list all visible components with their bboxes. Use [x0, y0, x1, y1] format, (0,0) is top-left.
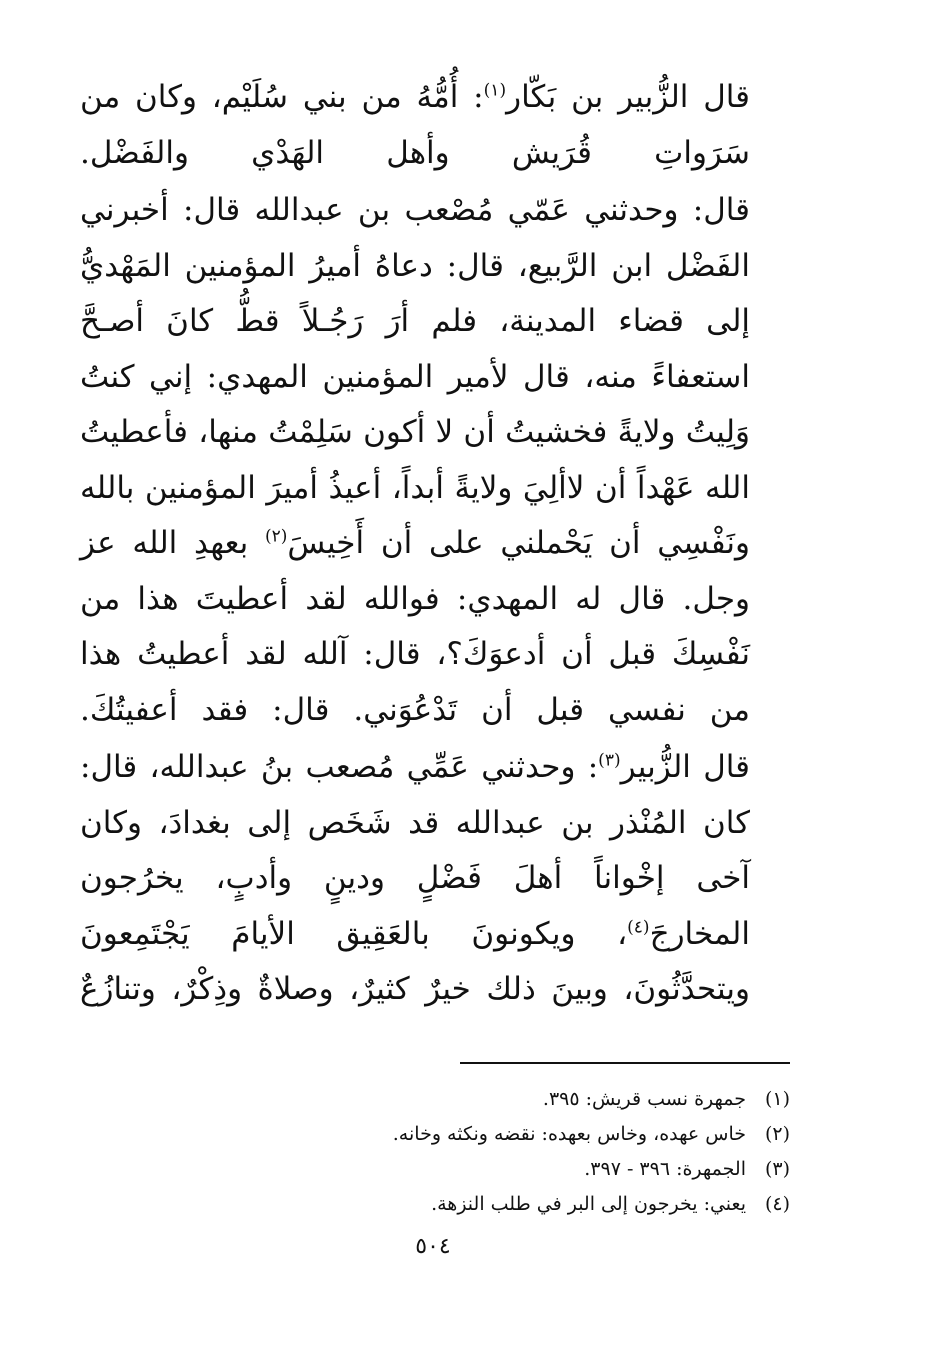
- footnote-text: خاس عهده، وخاس بعهده: نقضه ونكثه وخانه.: [392, 1123, 746, 1145]
- footnote-ref: (١): [483, 80, 507, 101]
- footnote-ref: (٣): [598, 750, 621, 771]
- main-text: [80, 70, 790, 1018]
- page-number: ٥٠٤: [415, 1234, 451, 1259]
- footnote: [300, 1082, 790, 1117]
- footnote-ref: (٢): [264, 526, 288, 547]
- footnote: [300, 1152, 790, 1187]
- footnote-number: (٢): [764, 1123, 790, 1145]
- paragraph-text: قال الزُّبير بن بَكّار: [506, 79, 750, 115]
- footnote-text: يعني: يخرجون إلى البر في طلب النزهة.: [431, 1193, 746, 1215]
- footnote-number: (٤): [764, 1193, 790, 1215]
- paragraph-text: ، ويكونونَ بالعَقِيق الأيامَ يَجْتَمِعونَ ويتحدَّثُونَ، وبينَ ذلك خيرٌ كثيرٌ، وصلاةٌ وذِكْرٌ، وتنازُعٌ: [80, 915, 750, 1007]
- paragraph-2: [80, 183, 790, 738]
- paragraph-text: قال الزُّبير: [620, 749, 750, 785]
- footnote-ref: (٤): [627, 917, 650, 938]
- paragraph-1: [80, 70, 790, 181]
- footnote-number: (٣): [764, 1158, 790, 1180]
- paragraph-text: : أُمُّهُ من بني سُلَيْم، وكان من سَرَواتِ قُرَيش وأهل الهَدْي والفَضْل.: [80, 79, 750, 171]
- footnote: [300, 1187, 790, 1222]
- paragraph-text: قال: وحدثني عَمّي مُصْعب بن عبدالله قال: أخبرني الفَضْل ابن الرَّبيع، قال: دعاهُ أميرُ المؤمنين المَهْديُّ إلى قضاء المدينة، فلم أرَ رَجُـلاً قطُّ كانَ أصـحَّ استعفاءً منه، قال لأمير المؤمنين المهدي: إني كنتُ وَلِيتُ ولايةً فخشيتُ أن لا أكون سَلِمْتُ منها، فأعطيتُ الله عَهْداً أن لاألِيَ ولايةً أبداً، أعيذُ أميرَ المؤمنين بالله ونَفْسِي أن يَحْملني على أن أَخِيسَ: [80, 192, 750, 561]
- footnote-text: الجمهرة: ٣٩٦ - ٣٩٧.: [584, 1158, 746, 1180]
- footnote-number: (١): [764, 1088, 790, 1110]
- footnote-text: جمهرة نسب قريش: ٣٩٥.: [542, 1088, 746, 1110]
- footnote-separator: [460, 1062, 790, 1064]
- paragraph-text: : وحدثني عَمِّي مُصعب بنُ عبدالله، قال: كان المُنْذر بن عبدالله قد شَخَص إلى بغدادَ، وكان آخى إخْواناً أهلَ فَضْلٍ ودينٍ وأدبٍ، يخرُجون المخارجَ: [80, 749, 750, 952]
- paragraph-3: [80, 740, 790, 1018]
- paragraph-text: بعهدِ الله عز وجل. قال له المهدي: فوالله لقد أعطيتَ هذا من نَفْسِكَ قبل أن أدعوَكَ؟، قال: آلله لقد أعطيتُ هذا من نفسي قبل أن تَدْعُوَني. قال: فقد أعفيتُكَ.: [80, 525, 750, 728]
- footnote: [300, 1117, 790, 1152]
- footnotes: [300, 1082, 790, 1222]
